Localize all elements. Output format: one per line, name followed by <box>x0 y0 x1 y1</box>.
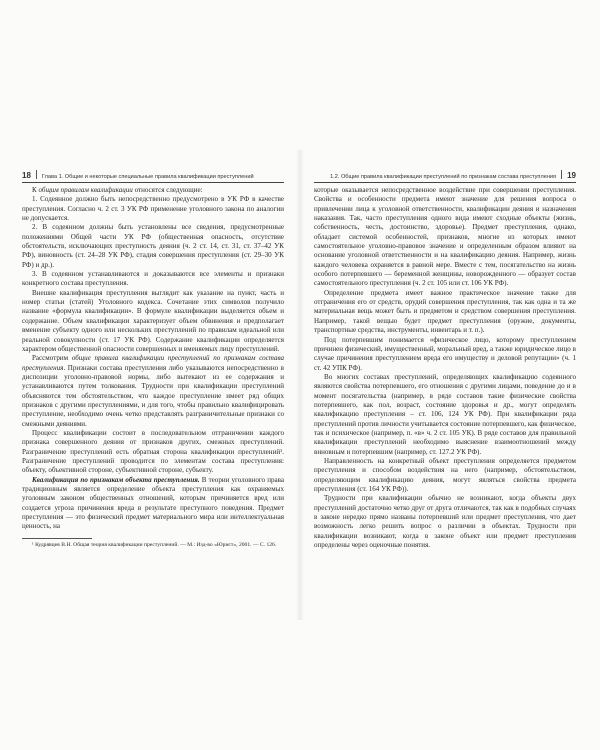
paragraph: которые оказывается непосредственное воздействие при совершении преступления. Свойства и особенности предмета имеют значение для решения вопроса о привлечении лица к уголовной ответственности, квалификации деяния и назначения наказания. Так, часто преступления одного вида имеют сходные объекты (жизнь, собственность, честь, достоинство, здоровье). Предмет преступления, однако, обладает системой особенностей, признаков, многие из которых имеют самостоятельное уголовно-правовое значение и определенным образом влияют на основание уголовной ответственности и на квалификацию деяния. Например, жизнь каждого человека охраняется в равной мере. Вместе с тем, посягательство на жизнь особого потерпевшего — беременной женщины, новорожденного — образует состав самостоятельного преступления (ч. 2 ст. 105 или ст. 106 УК РФ). <box>314 186 576 288</box>
paragraph: Внешне квалификация преступления выглядит как указание на пункт, часть и номер статьи (статей) Уголовного кодекса. Сочетание этих символов получило название «формула квалификации». В формуле квалификации выделяется объем и содержание. Объем квалификации характеризует объем обвинения и предполагает вменение субъекту одного или нескольких преступлений по правилам идеальной или реальной совокупности (ст. 17 УК РФ). Содержание квалификации определяется характером общественной опасности совершенных и вменяемых лицу преступлений. <box>22 288 284 353</box>
text-run: Рассмотрим <box>32 354 72 363</box>
header-separator <box>561 170 562 179</box>
footnote: ¹ Кудрявцев В.Н. Общая теория квалификации преступлений. — М.: Изд-во «Юрист», 2001. — С. 126. <box>32 541 277 548</box>
right-page-body <box>314 186 576 550</box>
left-page-body <box>22 186 284 549</box>
left-chapter-title: Глава 1. Общие и некоторые специальные правила квалификации преступлений <box>41 174 254 180</box>
left-running-head <box>22 170 284 183</box>
left-page-number: 18 <box>22 171 31 180</box>
paragraph: 2. В содеянном должны быть установлены все сведения, предусмотренные положениями Общей части УК РФ (общественная опасность, отсутствие обстоятельств, исключающих преступность деяния (ч. 2 ст. 14, ст. 31, ст. 37–42 УК РФ), виновность (ст. 24–28 УК РФ), стадия совершения преступления (ст. 29–30 УК РФ) и др.). <box>22 223 284 269</box>
paragraph: Во многих составах преступлений, определяющих квалификацию содеянного являются свойства потерпевшего, его отношения с другими лицами, поведение до и в момент посягательства (например, в ряде составов такие физические свойства потерпевшего, как пол, возраст, состояние здоровья и др., могут определять квалификацию преступления – ст. 106, 124 УК РФ). При квалификации ряда преступлений против личности учитывается состояние потерпевшего, как физическое, так и психическое (например, п. «в» ч. 2 ст. 105 УК). В ряде составов для правильной квалификации преступлений необходимо выяснение взаимоотношений между виновным и потерпевшим (например, ст. 127.2 УК РФ). <box>314 372 576 456</box>
paragraph: Направленность на конкретный объект преступления определяется предметом преступления и способом воздействия на него (например, обстоятельством, определяющим квалификацию деяния, могут являться свойства предмета преступления (ст. 164 УК РФ)). <box>314 456 576 493</box>
paragraph: Под потерпевшим понимается «физическое лицо, которому преступлением причинен физический, имущественный, моральный вред, а также юридическое лицо в случае причинения преступлением вреда его имуществу и деловой репутации» (ч. 1 ст. 42 УПК РФ). <box>314 335 576 372</box>
section-run-in-heading: Квалификация по признакам объекта преступления. <box>32 475 200 484</box>
paragraph: Трудности при квалификации обычно не возникают, когда объекты двух преступлений достаточно четко друг от друга отличаются, так как в подобных случаях в законе нередко прямо названы потерпевший или предмет преступления, что дает возможность легко решить вопрос о различии в объектах. Трудности при квалификации возникают, когда в законе объект или предмет преступления определены через оценочные понятия. <box>314 494 576 550</box>
right-running-head <box>314 170 576 183</box>
text-run: К <box>32 186 39 194</box>
paragraph: 1. Содеянное должно быть непосредственно предусмотрено в УК РФ в качестве преступления. Согласно ч. 2 ст. 3 УК РФ применение уголовного закона по аналогии не допускается. <box>22 195 284 223</box>
paragraph: 3. В содеянном устанавливаются и доказываются все элементы и признаки конкретного состава преступления. <box>22 270 284 288</box>
paragraph: Процесс квалификации состоит в последовательном отграничении каждого признака совершенного деяния от признаков других, смежных преступлений. Разграничение преступлений есть обратная сторона квалификации преступлений¹. Разграничение преступлений проводится по элементам состава преступления: объекту, объективной стороне, субъективной стороне, субъекту. <box>22 428 284 475</box>
rules-paragraph <box>22 354 284 429</box>
paragraph: Определение предмета имеет важное практическое значение также для отграничения его от средств, орудий совершения преступления, так как одна и та же материальная вещь может быть и предметом и средством совершения преступления. Например, такой вещью будет предмет преступления (оружие, документы, транспортные средства, инструменты, инвентарь и т. п.). <box>314 288 576 335</box>
footnote-rule <box>22 538 92 539</box>
emphasis-text: общие правила квалификации преступлений по признакам состава преступления <box>22 354 284 372</box>
right-page-number: 19 <box>567 171 576 180</box>
text-run: В теории уголовного права традиционным является определение объекта преступления как охраняемых уголовным законом общественных отношений, которым причиняется вред или создается угроза причинения вреда в результате преступного поведения. Предмет преступления — это физический предмет материального мира или интеллектуальная ценность, на <box>22 475 284 531</box>
text-run: относятся следующие: <box>132 186 203 194</box>
text-run: . Признаки состава преступления либо указываются непосредственно в диспозиции уголовно-правовой нормы, либо вытекают из ее содержания и устанавливаются путем толкования. Трудности при квалификации преступлений объясняются тем обстоятельством, что каждое преступление имеет ряд общих признаков с другими преступлениями, и для того, чтобы правильно квалифицировать преступление, необходимо очень четко представлять разграничительные признаки со смежными деяниями. <box>22 363 284 428</box>
header-separator <box>36 170 37 179</box>
object-paragraph <box>22 476 284 532</box>
emphasis-text: общим правилам квалификации <box>38 186 133 194</box>
right-section-title: 1.2. Общие правила квалификации преступлений по признакам состава преступления <box>330 174 557 180</box>
intro-paragraph <box>22 186 284 195</box>
gutter-shadow <box>296 150 304 620</box>
